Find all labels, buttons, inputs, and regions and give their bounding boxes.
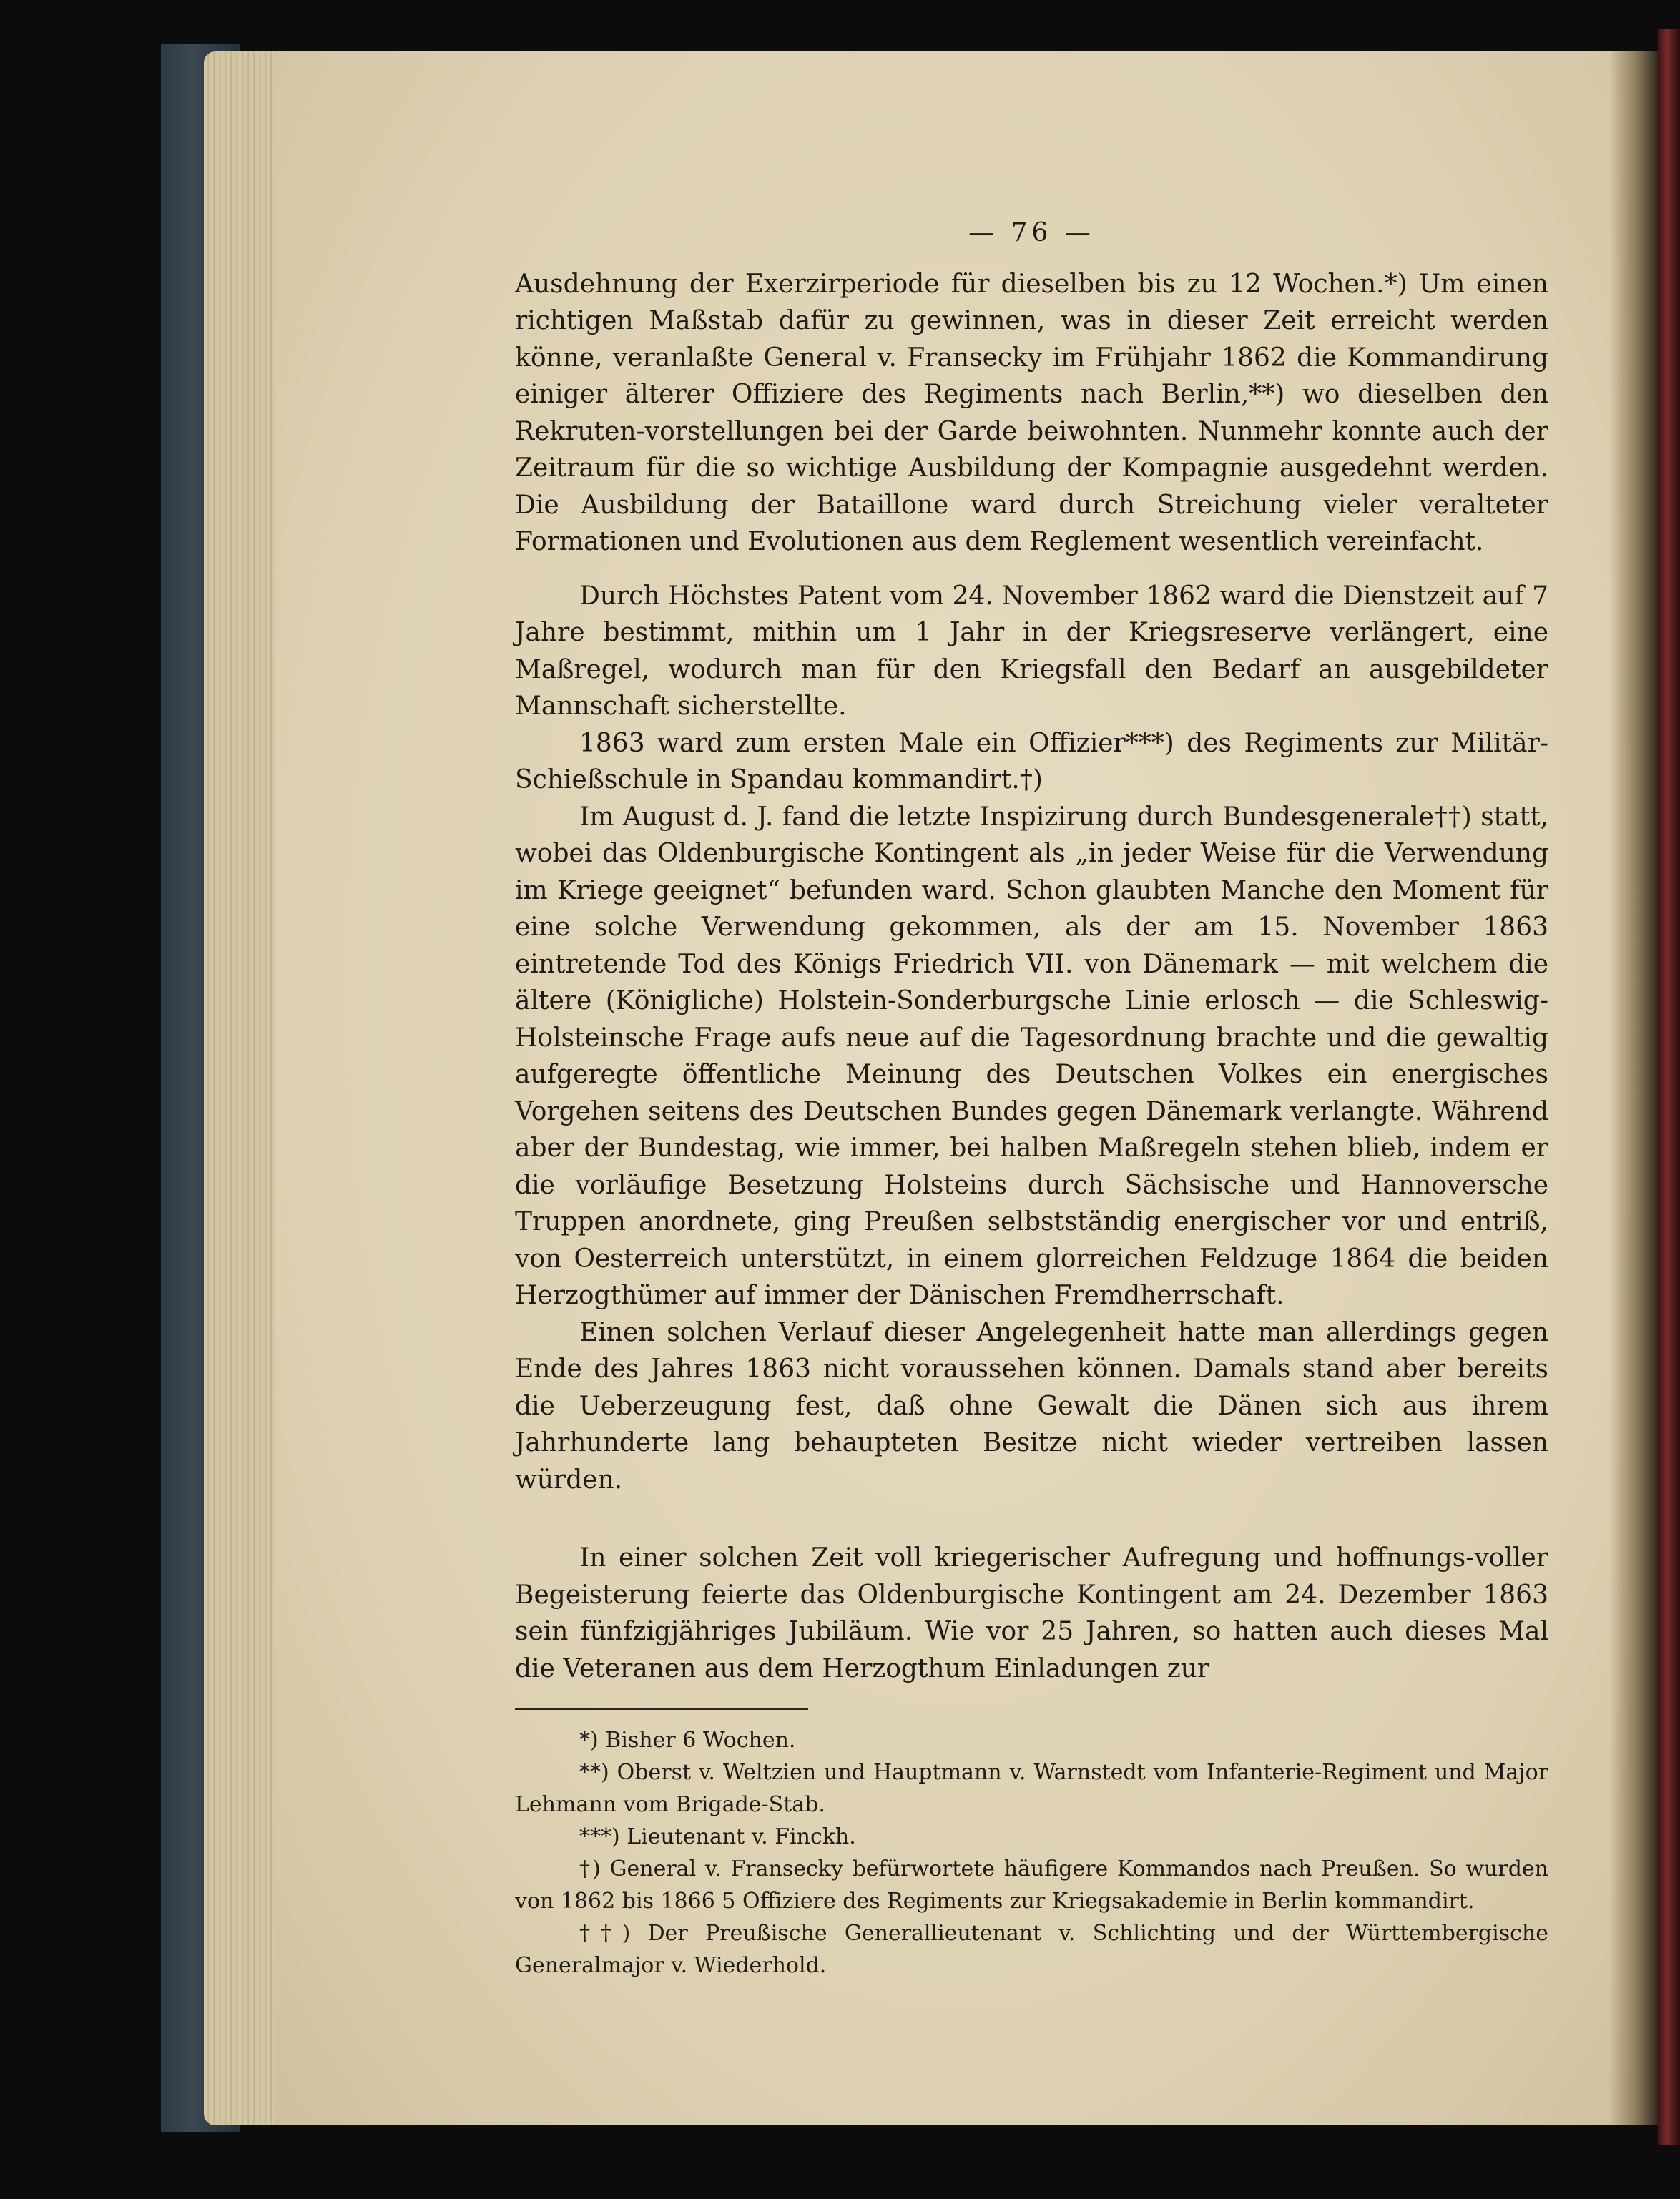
footnotes <box>515 1724 1548 1982</box>
footnote-3: ***) Lieutenant v. Finckh. <box>579 1824 856 1849</box>
footnote-4: †) General v. Fransecky befürwortete häufigere Kommandos nach Preußen. So wurden von 1862 bis 1866 5 Offiziere des Regiments zur Kriegsakademie in Berlin kommandirt. <box>515 1856 1548 1914</box>
page-number: — 76 — <box>968 218 1095 247</box>
facing-page-edge <box>1658 29 1680 2145</box>
footnote-1: *) Bisher 6 Wochen. <box>579 1728 796 1753</box>
paragraph-6: In einer solchen Zeit voll kriegerischer Aufregung und hoffnungs-voller Begeisterung feierte das Oldenburgische Kontingent am 24. Dezember 1863 sein fünfzigjähriges Jubiläum. Wie vor 25 Jahren, so hatten auch dieses Mal die Veteranen aus dem Herzogthum Einladungen zur <box>515 1543 1548 1683</box>
paragraph-5: Einen solchen Verlauf dieser Angelegenheit hatte man allerdings gegen Ende des Jahres 1863 nicht voraussehen können. Damals stand aber bereits die Ueberzeugung fest, daß ohne Gewalt die Dänen sich aus ihrem Jahrhunderte lang behaupteten Besitze nicht wieder vertreiben lassen würden. <box>515 1317 1548 1495</box>
page-content <box>515 215 1548 1982</box>
paragraph-4: Im August d. J. fand die letzte Inspizirung durch Bundesgenerale††) statt, wobei das Oldenburgische Kontingent als „in jeder Weise für die Verwendung im Kriege geeignet“ befunden ward. Schon glaubten Manche den Moment für eine solche Verwendung gekommen, als der am 15. November 1863 eintretende Tod des Königs Friedrich VII. von Dänemark — mit welchem die ältere (Königliche) Holstein-Sonderburgsche Linie erlosch — die Schleswig-Holsteinsche Frage aufs neue auf die Tagesordnung brachte und die gewaltig aufgeregte öffentliche Meinung des Deutschen Volkes ein energisches Vorgehen seitens des Deutschen Bundes gegen Dänemark verlangte. Während aber der Bundestag, wie immer, bei halben Maßregeln stehen blieb, indem er die vorläufige Besetzung Holsteins durch Sächsische und Hannoversche Truppen anordnete, ging Preußen selbstständig energischer vor und entriß, von Oesterreich unterstützt, in einem glorreichen Feldzuge 1864 die beiden Herzogthümer auf immer der Dänischen Fremdherrschaft. <box>515 802 1548 1310</box>
paragraph-1: Ausdehnung der Exerzirperiode für dieselben bis zu 12 Wochen.*) Um einen richtigen Maßstab dafür zu gewinnen, was in dieser Zeit erreicht werden könne, veranlaßte General v. Fransecky im Frühjahr 1862 die Kommandirung einiger älterer Offiziere des Regiments nach Berlin,**) wo dieselben den Rekruten-vorstellungen bei der Garde beiwohnten. Nunmehr konnte auch der Zeitraum für die so wichtige Ausbildung der Kompagnie ausgedehnt werden. Die Ausbildung der Bataillone ward durch Streichung vieler veralteter Formationen und Evolutionen aus dem Reglement wesentlich vereinfacht. <box>515 269 1548 556</box>
footnote-divider <box>515 1708 808 1710</box>
footnote-2: **) Oberst v. Weltzien und Hauptmann v. Warnstedt vom Infanterie-Regiment und Major Lehmann vom Brigade-Stab. <box>515 1760 1548 1817</box>
paragraph-2: Durch Höchstes Patent vom 24. November 1862 ward die Dienstzeit auf 7 Jahre bestimmt, mithin um 1 Jahr in der Kriegsreserve verlängert, eine Maßregel, wodurch man für den Kriegsfall den Bedarf an ausgebildeter Mannschaft sicherstellte. <box>515 581 1548 721</box>
footnote-5: ††) Der Preußische Generallieutenant v. Schlichting und der Württembergische Generalmajor v. Wiederhold. <box>515 1921 1548 1978</box>
paragraph-3: 1863 ward zum ersten Male ein Offizier***) des Regiments zur Militär-Schießschule in Spandau kommandirt.†) <box>515 728 1548 795</box>
book-gutter <box>1609 51 1659 2125</box>
